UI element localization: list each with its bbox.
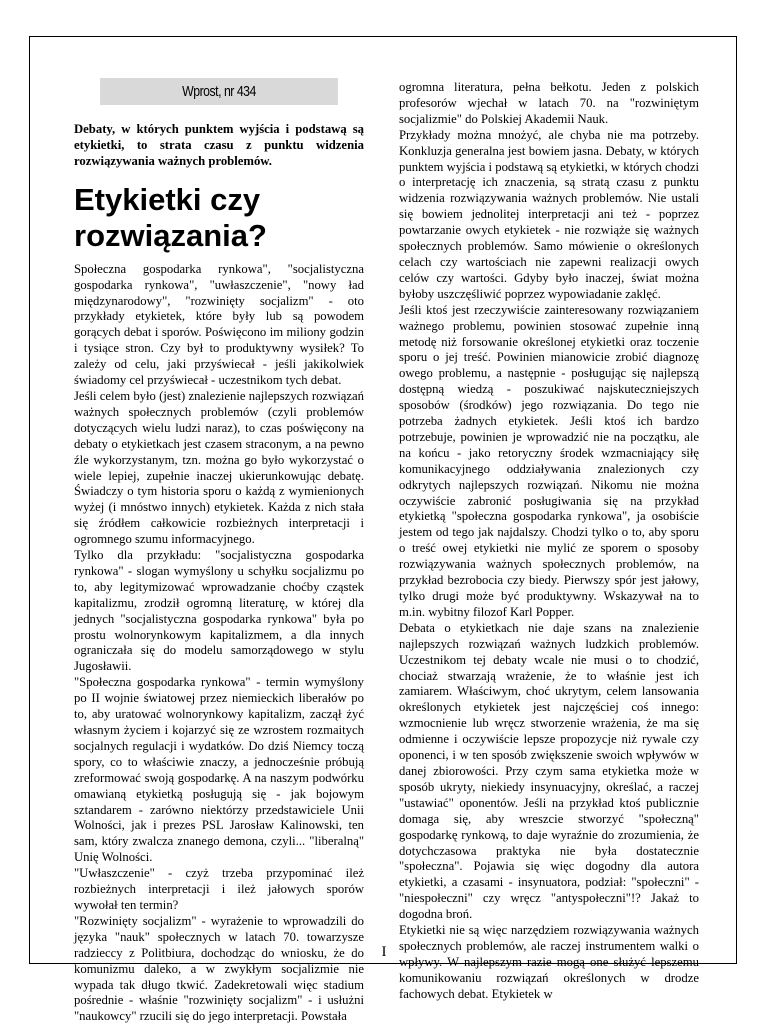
paragraph: ogromna literatura, pełna bełkotu. Jeden z polskich profesorów wjechał w latach 70. na "rozwiniętym socjalizmie" do Polskiej Akademii Nauk. [399,80,699,126]
page-number: I [381,944,387,960]
left-body [74,262,364,1025]
article-lead: Debaty, w których punktem wyjścia i podstawą są etykietki, to strata czasu z punktu widzenia rozwiązywania ważnych problemów. [74,122,364,168]
paragraph: Jeśli ktoś jest rzeczywiście zainteresowany rozwiązaniem ważnego problemu, powinien stosować zupełnie inną metodę niż forsowanie określonej etykietki oraz toczenie sporu o jej treść. Powinien mianowicie zrobić diagnozę owego problemu, a następnie - posługując się najlepszą dostępną wiedzą - poszukiwać najskuteczniejszych sposobów (środków) jego rozwiązania. Do tego nie potrzeba żadnych etykietek. Jeśli ktoś ich bardzo potrzebuje, powinien je wprowadzić nie na początku, ale na końcu - jako retoryczny środek wzmacniający siłę komunikacyjnego oddziaływania znalezionych czy odkrytych najlepszych rozwiązań. Nikomu nie można oczywiście zabronić posługiwania się na przykład etykietką "społeczna gospodarka rynkowa", ja osobiście jestem od tego jak najdalszy. Chodzi tylko o to, aby sporu o treść owej etykietki nie mylić ze sporem o sposoby rozwiązywania ważnych społecznych problemów, na przykład bezrobocia czy biedy. Pierwszy spór jest jałowy, tylko drugi może być produktywny. Wskazywał na to m.in. wybitny filozof Karl Popper. [399,302,699,619]
paragraph: Społeczna gospodarka rynkowa", "socjalistyczna gospodarka rynkowa", "uwłaszczenie", "nowy ład międzynarodowy", "rozwinięty socjalizm" - oto przykłady etykietek, które były lub są powodem gorących debat i sporów. Poświęcono im miliony godzin i tysiące stron. Czy był to produktywny wysiłek? To zależy od celu, jaki przyświecał - jeśli jakikolwiek świadomy cel przyświecał - uczestnikom tych debat. [74,261,364,388]
paragraph: Przykłady można mnożyć, ale chyba nie ma potrzeby. Konkluzja generalna jest bowiem jasna. Debaty, w których punktem wyjścia i podstawą są etykietki, w których chodzi o interpretację ich znaczenia, są stratą czasu z punktu widzenia rozwiązywania ważnych problemów. Nie ustali się bowiem jednolitej interpretacji ani też - poprzez powtarzanie owych etykietek - nie rozwiąże się ważnych społecznych problemów. Samo mówienie o określonych celach czy wartościach nie zapewni realizacji owych celów czy wartości. Gdyby było inaczej, świat można byłoby uszczęśliwić poprzez wypowiadanie zaklęć. [399,127,699,301]
paragraph: Debata o etykietkach nie daje szans na znalezienie najlepszych rozwiązań ważnych ludzkich problemów. Uczestnikom tej debaty wcale nie musi o to chodzić, chociaż stwarzają wrażenie, że to właśnie jest ich zamiarem. Właściwym, choć ukrytym, celem lansowania określonych etykietek jest najczęściej coś innego: wzmocnienie lub wręcz stworzenie wrażenia, że ma się odmienne i oczywiście lepsze propozycje niż rywale czy oponenci, i w ten sposób zwiększenie swoich wpływów w danej zbiorowości. Przy czym sama etykietka może w sposób ukryty, niekiedy insynuacyjny, określać, a raczej "ustawiać" oponentów. Jeśli na przykład ktoś publicznie domaga się, aby wreszcie stworzyć "społeczną" gospodarkę rynkową, to daje wyraźnie do zrozumienia, że dotychczasowa praktyka nie była dostatecznie "społeczna". Pojawia się więc dogodny dla autora etykietki, a czasami - insynuatora, podział: "społeczni" - "niespołeczni" czy wręcz "antyspołeczni"!? Jakaż to dogodna broń. [399,620,699,922]
source-label: Wprost, nr 434 [100,78,338,105]
article-headline: Etykietki czy rozwiązania? [74,181,267,253]
paragraph: Jeśli celem było (jest) znalezienie najlepszych rozwiązań ważnych społecznych problemów (czyli problemów dotyczących wielu ludzi naraz), to czas poświęcony na debaty o etykietkach jest czasem straconym, a na pewno źle wykorzystanym, tzn. można go było wykorzystać o wiele lepiej, zupełnie inaczej ukierunkowując debatę. Świadczy o tym historia sporu o każdą z wymienionych wyżej (i mnóstwo innych) etykietek. Każda z nich stała się źródłem całkowicie rozbieżnych interpretacji i ogromnego szumu informacyjnego. [74,388,364,547]
right-column [399,80,699,1003]
paragraph: Tylko dla przykładu: "socjalistyczna gospodarka rynkowa" - slogan wymyślony u schyłku socjalizmu po to, aby legitymizować wprowadzanie choćby cząstek kapitalizmu, zrodził ogromną literaturę, w której dla jednych "socjalistyczna gospodarka rynkowa" była po prostu wolnorynkowym kapitalizmem, a dla innych ograniczała się do modelu samorządowego w stylu Jugosławii. [74,548,364,674]
paragraph: "Rozwinięty socjalizm" - wyrażenie to wprowadzili do języka "nauk" społecznych w latach 70. towarzysze radzieccy z Politbiura, dochodząc do wniosku, że do komunizmu daleko, a w zwykłym socjalizmie nie wypada tak długo tkwić. Zadekretowali więc stadium pośrednie - właśnie "rozwinięty socjalizm" - i usłużni "naukowcy" rzucili się do jego interpretacji. Powstała [74,913,364,1024]
paragraph: Etykietki nie są więc narzędziem rozwiązywania ważnych społecznych problemów, ale raczej instrumentem walki o wpływy. W najlepszym razie mogą one służyć lepszemu komunikowaniu rozwiązań określonych w drodze fachowych debat. Etykietek w [399,923,699,1001]
paragraph: "Uwłaszczenie" - czyż trzeba przypominać ileż rozbieżnych interpretacji i ileż jałowych sporów wywołał ten termin? [74,866,364,912]
left-column [74,78,364,1025]
paragraph: "Społeczna gospodarka rynkowa" - termin wymyślony po II wojnie światowej przez niemieckich liberałów po to, aby uratować wolnorynkowy kapitalizm, zaczął żyć własnym życiem i kojarzyć się ze wzrostem rozmaitych socjalnych regulacji i wydatków. Do dziś Niemcy toczą spory, co to właściwie znaczy, a jednocześnie próbują zreformować swoją gospodarkę. A na naszym podwórku omawianą etykietką posługują się - jak bojowym sztandarem - zarówno niektórzy przedstawiciele Unii Wolności, jak i prezes PSL Jarosław Kalinowski, ten sam, który zwalcza znanego demona, czyli... "liberalną" Unię Wolności. [74,675,364,865]
